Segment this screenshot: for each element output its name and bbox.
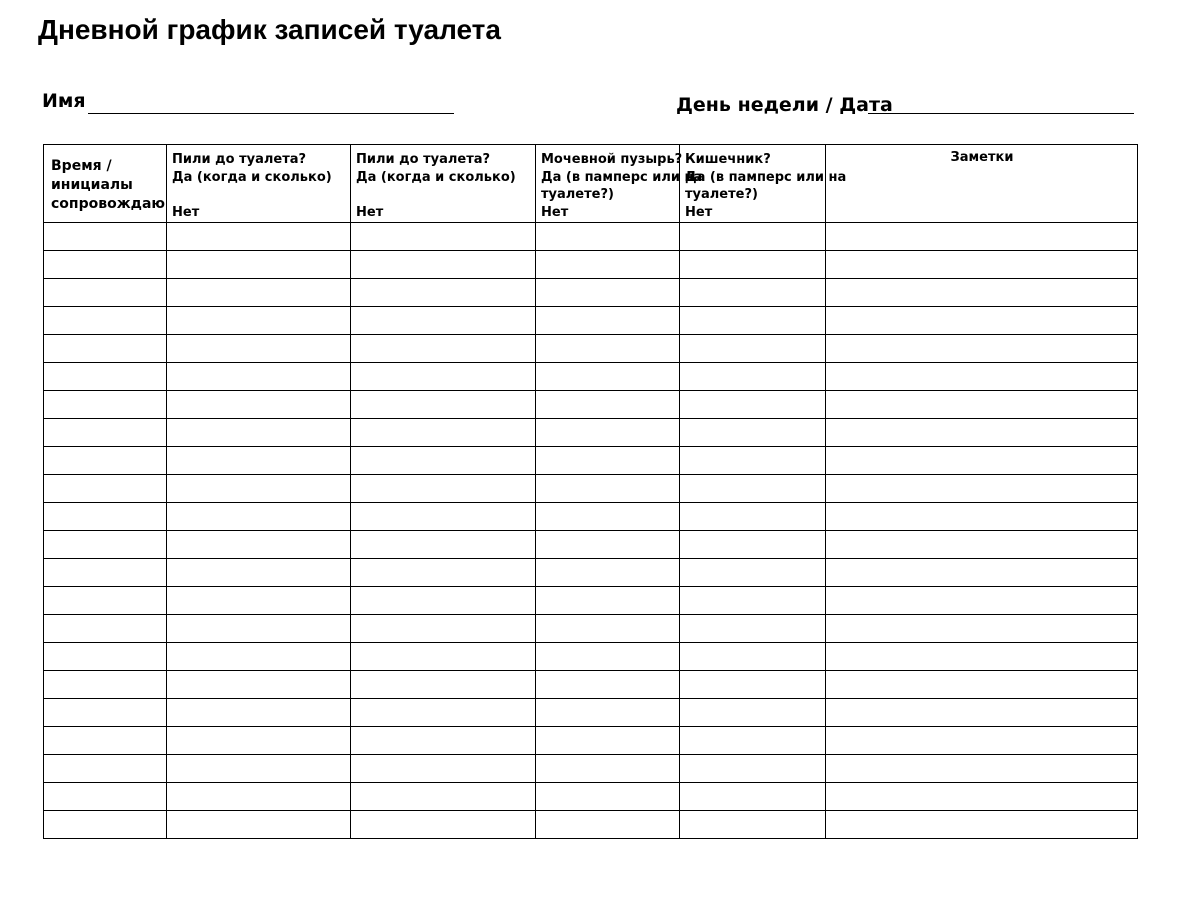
table-row (44, 447, 1138, 475)
table-cell[interactable] (826, 699, 1138, 727)
table-cell[interactable] (536, 811, 680, 839)
table-cell[interactable] (351, 363, 536, 391)
table-cell[interactable] (351, 279, 536, 307)
table-cell[interactable] (167, 475, 351, 503)
table-cell[interactable] (351, 335, 536, 363)
table-cell[interactable] (167, 251, 351, 279)
table-cell[interactable] (680, 251, 826, 279)
table-row (44, 419, 1138, 447)
table-cell[interactable] (680, 755, 826, 783)
table-cell[interactable] (44, 223, 167, 251)
table-cell[interactable] (536, 559, 680, 587)
table-cell[interactable] (44, 811, 167, 839)
table-cell[interactable] (680, 615, 826, 643)
table-row (44, 699, 1138, 727)
table-cell[interactable] (536, 755, 680, 783)
table-cell[interactable] (536, 699, 680, 727)
table-row (44, 251, 1138, 279)
table-cell[interactable] (167, 279, 351, 307)
table-row (44, 531, 1138, 559)
table-cell[interactable] (44, 251, 167, 279)
table-cell[interactable] (167, 363, 351, 391)
table-cell[interactable] (44, 447, 167, 475)
table-cell[interactable] (680, 419, 826, 447)
table-cell[interactable] (826, 587, 1138, 615)
table-row (44, 223, 1138, 251)
table-cell[interactable] (680, 531, 826, 559)
table-cell[interactable] (351, 587, 536, 615)
header-bowel: Кишечник? Да (в памперс или на туалете?) Нет (680, 145, 826, 223)
table-cell[interactable] (167, 503, 351, 531)
table-cell[interactable] (44, 615, 167, 643)
table-row (44, 587, 1138, 615)
table-cell[interactable] (44, 335, 167, 363)
table-row (44, 671, 1138, 699)
table-cell[interactable] (536, 503, 680, 531)
table-cell[interactable] (536, 727, 680, 755)
name-blank-line[interactable] (88, 113, 454, 114)
table-cell[interactable] (351, 419, 536, 447)
table-cell[interactable] (536, 475, 680, 503)
table-cell[interactable] (680, 727, 826, 755)
table-cell[interactable] (167, 531, 351, 559)
table-cell[interactable] (826, 447, 1138, 475)
table-cell[interactable] (44, 671, 167, 699)
table-row (44, 335, 1138, 363)
table-cell[interactable] (536, 419, 680, 447)
table-cell[interactable] (351, 643, 536, 671)
table-row (44, 391, 1138, 419)
table-row (44, 363, 1138, 391)
table-cell[interactable] (44, 279, 167, 307)
table-cell[interactable] (536, 307, 680, 335)
table-cell[interactable] (826, 559, 1138, 587)
table-cell[interactable] (167, 643, 351, 671)
table-cell[interactable] (826, 475, 1138, 503)
table-cell[interactable] (167, 727, 351, 755)
table-cell[interactable] (826, 643, 1138, 671)
table-cell[interactable] (826, 223, 1138, 251)
table-cell[interactable] (826, 363, 1138, 391)
table-cell[interactable] (536, 251, 680, 279)
table-cell[interactable] (351, 783, 536, 811)
table-cell[interactable] (536, 363, 680, 391)
table-cell[interactable] (826, 391, 1138, 419)
table-row (44, 755, 1138, 783)
table-cell[interactable] (536, 671, 680, 699)
table-cell[interactable] (826, 783, 1138, 811)
table-cell[interactable] (167, 699, 351, 727)
table-row (44, 783, 1138, 811)
table-cell[interactable] (536, 587, 680, 615)
table-cell[interactable] (351, 223, 536, 251)
table-cell[interactable] (680, 391, 826, 419)
table-cell[interactable] (536, 391, 680, 419)
header-drank-before-toilet-2: Пили до туалета? Да (когда и сколько) Нет (351, 145, 536, 223)
table-cell[interactable] (44, 559, 167, 587)
header-row (44, 145, 1138, 223)
header-drank-before-toilet-1: Пили до туалета? Да (когда и сколько) Нет (167, 145, 351, 223)
date-blank-line[interactable] (868, 113, 1134, 114)
table-cell[interactable] (680, 307, 826, 335)
header-notes: Заметки (826, 145, 1138, 223)
table-cell[interactable] (351, 727, 536, 755)
table-cell[interactable] (351, 503, 536, 531)
table-row (44, 475, 1138, 503)
table-cell[interactable] (351, 391, 536, 419)
table-cell[interactable] (680, 335, 826, 363)
table-cell[interactable] (826, 335, 1138, 363)
table-cell[interactable] (351, 559, 536, 587)
header-bladder: Мочевной пузырь? Да (в памперс или на туалете?) Нет (536, 145, 680, 223)
table-cell[interactable] (351, 755, 536, 783)
table-cell[interactable] (167, 587, 351, 615)
table-cell[interactable] (680, 447, 826, 475)
table-cell[interactable] (351, 531, 536, 559)
table-cell[interactable] (44, 755, 167, 783)
table-cell[interactable] (44, 419, 167, 447)
table-cell[interactable] (536, 223, 680, 251)
table-cell[interactable] (536, 447, 680, 475)
table-cell[interactable] (351, 699, 536, 727)
table-cell[interactable] (167, 307, 351, 335)
table-row (44, 727, 1138, 755)
table-cell[interactable] (536, 279, 680, 307)
table-cell[interactable] (167, 615, 351, 643)
table-cell[interactable] (167, 783, 351, 811)
table-cell[interactable] (680, 671, 826, 699)
table-cell[interactable] (826, 615, 1138, 643)
table-row (44, 279, 1138, 307)
page-title: Дневной график записей туалета (38, 14, 501, 45)
table-row (44, 307, 1138, 335)
table-cell[interactable] (826, 671, 1138, 699)
table-cell[interactable] (167, 559, 351, 587)
table-cell[interactable] (826, 811, 1138, 839)
table-cell[interactable] (680, 279, 826, 307)
table-cell[interactable] (536, 335, 680, 363)
table-cell[interactable] (536, 783, 680, 811)
table-cell[interactable] (44, 727, 167, 755)
table-cell[interactable] (167, 391, 351, 419)
date-label: День недели / Дата (676, 94, 893, 116)
table-row (44, 615, 1138, 643)
table-cell[interactable] (680, 559, 826, 587)
table-cell[interactable] (826, 419, 1138, 447)
table-cell[interactable] (167, 223, 351, 251)
table-cell[interactable] (680, 587, 826, 615)
table-row (44, 503, 1138, 531)
table-cell[interactable] (44, 307, 167, 335)
table-cell[interactable] (826, 307, 1138, 335)
table-cell[interactable] (351, 251, 536, 279)
table-cell[interactable] (536, 643, 680, 671)
table-cell[interactable] (351, 475, 536, 503)
header-time-initials: Время / инициалы сопровождаю (44, 145, 167, 223)
table-cell[interactable] (826, 531, 1138, 559)
table-cell[interactable] (680, 363, 826, 391)
table-cell[interactable] (44, 363, 167, 391)
table-cell[interactable] (680, 475, 826, 503)
table-cell[interactable] (680, 783, 826, 811)
table-cell[interactable] (44, 699, 167, 727)
table-cell[interactable] (44, 531, 167, 559)
table-cell[interactable] (826, 727, 1138, 755)
table-cell[interactable] (44, 587, 167, 615)
table-cell[interactable] (826, 279, 1138, 307)
table-cell[interactable] (680, 811, 826, 839)
table-cell[interactable] (167, 419, 351, 447)
table-cell[interactable] (44, 475, 167, 503)
table-cell[interactable] (351, 615, 536, 643)
table-body (44, 223, 1138, 839)
name-label: Имя (42, 90, 86, 112)
table-cell[interactable] (680, 223, 826, 251)
table-cell[interactable] (44, 391, 167, 419)
table-cell[interactable] (167, 335, 351, 363)
table-row (44, 811, 1138, 839)
table-row (44, 643, 1138, 671)
table-row (44, 559, 1138, 587)
table-cell[interactable] (536, 531, 680, 559)
table-cell[interactable] (167, 755, 351, 783)
table-cell[interactable] (826, 503, 1138, 531)
table-cell[interactable] (44, 643, 167, 671)
table-cell[interactable] (351, 671, 536, 699)
table-cell[interactable] (826, 251, 1138, 279)
table-cell[interactable] (826, 755, 1138, 783)
table-cell[interactable] (680, 643, 826, 671)
table-cell[interactable] (167, 811, 351, 839)
table-cell[interactable] (680, 503, 826, 531)
table-cell[interactable] (351, 811, 536, 839)
table-cell[interactable] (167, 447, 351, 475)
table-cell[interactable] (44, 783, 167, 811)
toilet-log-table (43, 144, 1138, 839)
table-cell[interactable] (536, 615, 680, 643)
table-cell[interactable] (167, 671, 351, 699)
table-cell[interactable] (351, 307, 536, 335)
table-cell[interactable] (680, 699, 826, 727)
table-cell[interactable] (351, 447, 536, 475)
table-cell[interactable] (44, 503, 167, 531)
